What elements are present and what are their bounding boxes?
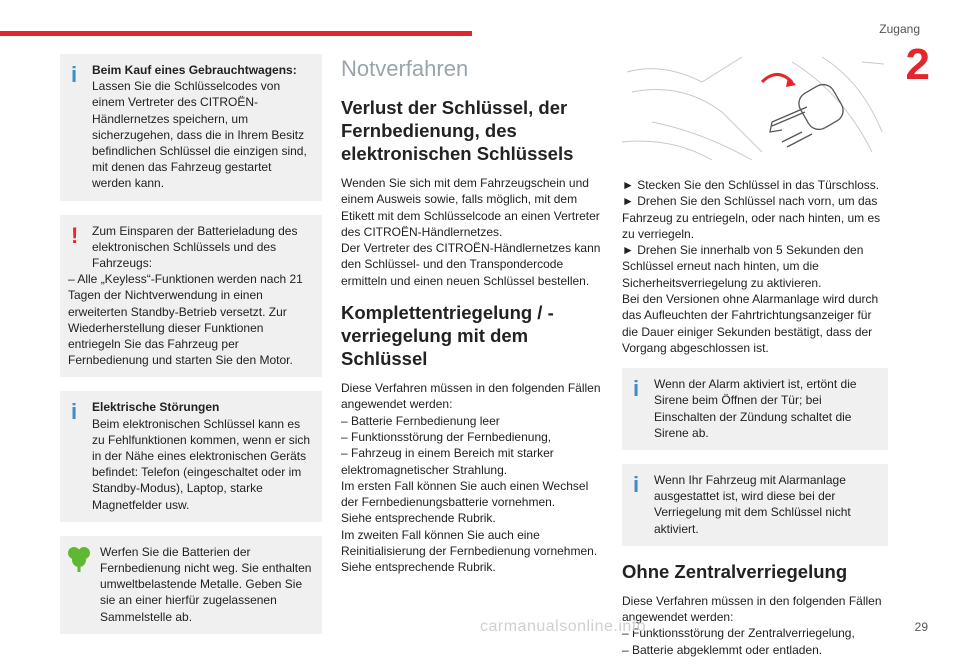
column-2 [341,56,605,588]
info-icon: i [71,399,78,425]
column-3 [622,52,888,670]
chapter-number: 2 [905,40,930,89]
procedure-steps [622,177,888,356]
subheading-complete-unlock: Komplettentriegelung / -verriegelung mit dem Schlüssel [341,302,554,370]
subheading-no-central-locking: Ohne Zentralverriegelung [622,560,848,582]
info-icon: i [633,376,640,402]
text-line: – Funktionsstörung der Fernbedienung, [341,429,552,444]
box-title: Elektrische Störungen [92,400,220,415]
text-line: – Fahrzeug in einem Bereich mit starker elektromagnetischer Strahlung. [341,446,554,477]
info-box-used-car [60,54,322,201]
box-text: Werfen Sie die Batterien der Fernbedienung nicht weg. Sie enthalten umweltbelastende Metalle. Geben Sie sie an einer hierfür zugelassenen Sammelstelle ab. [100,544,312,624]
page-number: 29 [914,620,928,634]
watermark: carmanualsonline.info [480,618,647,635]
warning-box-battery [60,215,322,378]
text-line: – Batterie Fernbedienung leer [341,413,500,428]
text-line: – Funktionsstörung der Zentralverriegelung, [622,626,855,641]
section-heading: Notverfahren [341,56,469,81]
header-red-bar [0,31,472,36]
box-text: – Alle „Keyless“-Funktionen werden nach 21 Tagen der Nichtverwendung in einen erweiterten Standby-Betrieb versetzt. Zur Wiederherstellung dieser Funktionen entriegeln Sie das Fahrzeug per Fernbedienung und starten Sie den Motor. [68,272,303,368]
text-line: Der Vertreter des CITROËN-Händlernetzes kann den Schlüssel- und den Transpondercode ermitteln und einen neuen Schlüssel bestellen. [341,241,601,288]
box-title: Beim Kauf eines Gebrauchtwagens: [92,63,297,77]
text-line: Bei den Versionen ohne Alarmanlage wird durch das Aufleuchten der Fahrtrichtungsanzeiger für die Dauer einiger Sekunden bestätigt, dass der Vorgang abgeschlossen ist. [622,292,879,355]
box-text: Wenn der Alarm aktiviert ist, ertönt die Sirene beim Öffnen der Tür; bei Einschalten der Zündung schaltet die Sirene ab. [654,377,857,440]
text-line: Wenden Sie sich mit dem Fahrzeugschein und einem Ausweis sowie, falls möglich, mit dem Etikett mit dem Schlüsselcode an einen Vertreter des CITROËN-Händlernetzes. [341,176,600,239]
text-line: Im ersten Fall können Sie auch einen Wechsel der Fernbedienungsbatterie vornehmen. [341,478,589,510]
text-line: Diese Verfahren müssen in den folgenden Fällen angewendet werden: [341,381,601,412]
step-deadlock: ► Drehen Sie innerhalb von 5 Sekunden den Schlüssel erneut nach hinten, um die Sicherheitsverriegelung zu aktivieren. [622,243,864,290]
section-title: Zugang [879,22,920,36]
info-box-alarm-2 [622,464,888,546]
text-line: Im zweiten Fall können Sie auch eine Reinitialisierung der Fernbedienung vornehmen. [341,527,598,559]
info-box-alarm-1 [622,368,888,450]
box-text: Beim elektronischen Schlüssel kann es zu Fehlfunktionen kommen, wenn er sich in der Nähe eines elektronischen Geräts befindet: Telefon (eingeschaltet oder im Standby-Modus), Laptop, starke Magnetfelder usw. [92,416,311,512]
warning-icon: ! [71,222,79,248]
subheading-key-loss: Verlust der Schlüssel, der Fernbedienung, des elektronischen Schlüssels [341,97,574,164]
environment-leaf-icon [66,544,92,572]
eco-box-batteries [60,536,322,634]
box-text: Zum Einsparen der Batterieladung des elektronischen Schlüssels und des Fahrzeugs: [92,223,298,271]
box-text: Lassen Sie die Schlüsselcodes von einem Vertreter des CITROËN-Händlernetzes speichern, um sicherzugehen, dass die in Ihrem Besitz befindlichen Schlüssel die einzigen sind, mit denen das Fahrzeug gestartet werden kann. [92,79,307,191]
info-box-interference [60,391,322,521]
text-line: Siehe entsprechende Rubrik. [341,560,496,575]
text-line: Diese Verfahren müssen in den folgenden Fällen angewendet werden: [622,593,882,625]
key-in-door-lock-illustration [622,52,888,162]
info-icon: i [633,472,640,498]
text-line: – Batterie abgeklemmt oder entladen. [622,642,823,657]
box-text: Wenn Ihr Fahrzeug mit Alarmanlage ausgestattet ist, wird diese bei der Verriegelung mit dem Schlüssel nicht aktiviert. [654,473,851,536]
paragraph-complete-unlock [341,380,605,576]
info-icon: i [71,62,78,87]
paragraph-key-loss [341,175,605,289]
column-1 [60,54,322,648]
step-turn-key: ► Drehen Sie den Schlüssel nach vorn, um das Fahrzeug zu entriegeln, oder nach hinten, um es zu verriegeln. [622,194,881,241]
paragraph-no-central-locking [622,593,888,658]
step-insert-key: ► Stecken Sie den Schlüssel in das Türschloss. [622,178,880,192]
text-line: Siehe entsprechende Rubrik. [341,511,496,526]
